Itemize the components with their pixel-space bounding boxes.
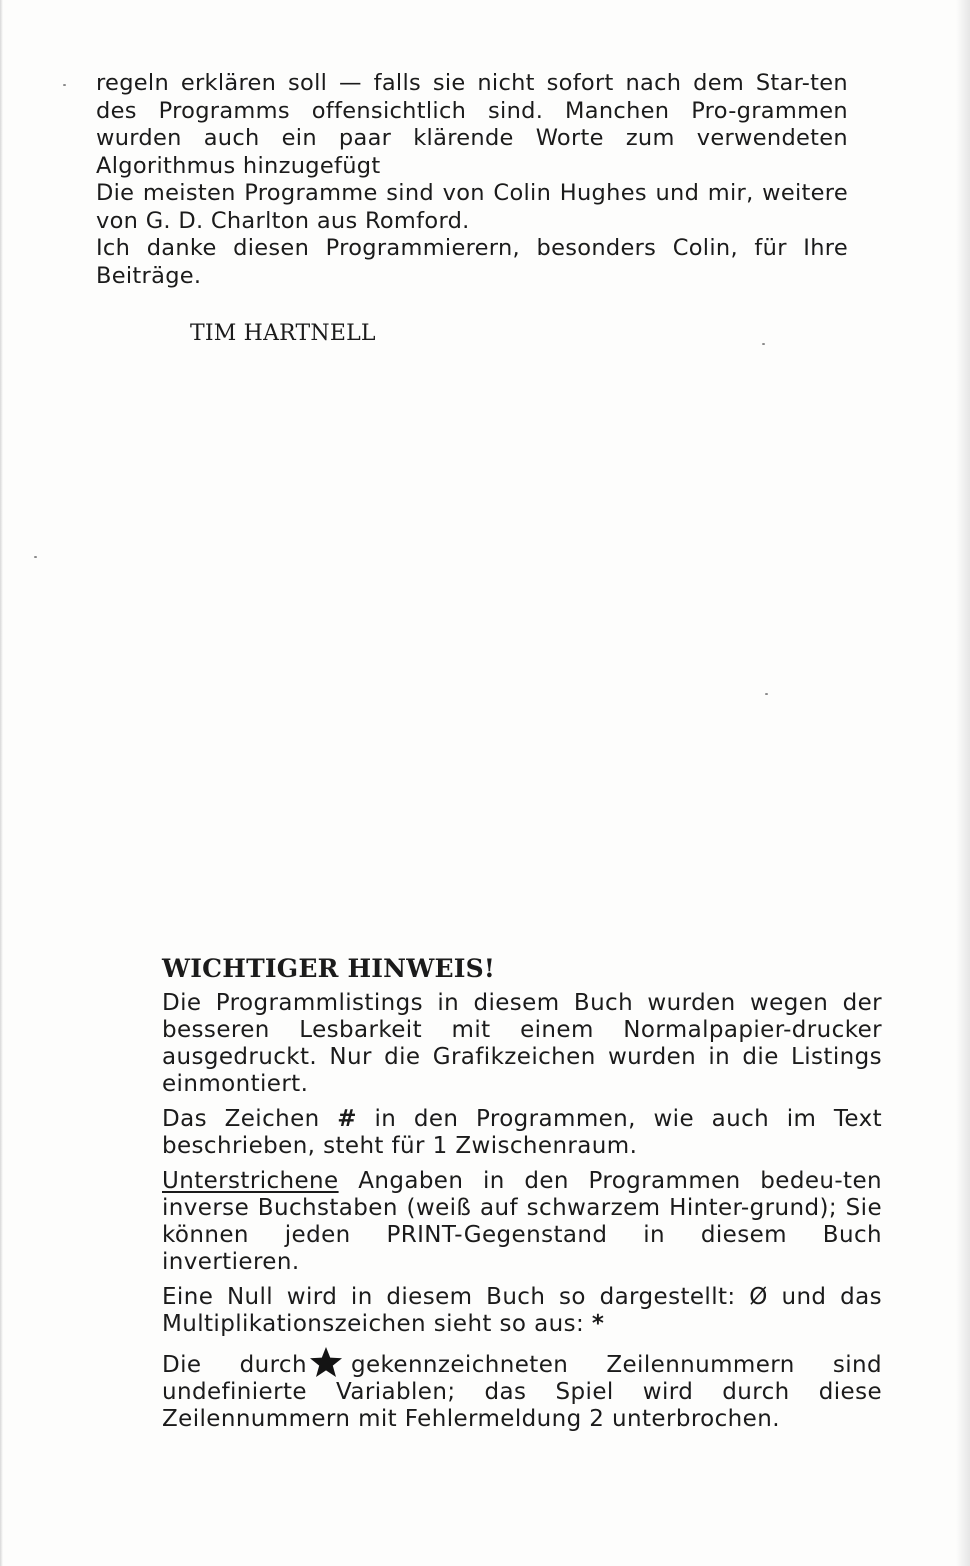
notice-text: in den Programmen, wie auch im Text beschrieben, steht für 1 Zwischenraum. — [162, 1106, 882, 1159]
important-notice — [162, 954, 882, 1441]
scan-edge-right — [956, 0, 970, 1566]
null-glyph: Ø — [749, 1284, 768, 1310]
notice-paragraph-star — [162, 1346, 882, 1433]
preface-section — [96, 70, 848, 290]
notice-text: Die durch — [162, 1352, 307, 1378]
space-glyph: # — [337, 1106, 357, 1132]
notice-text: Eine Null wird in diesem Buch so dargestellt: — [162, 1284, 750, 1310]
multiplication-glyph: * — [591, 1311, 605, 1337]
scan-speck — [765, 693, 768, 695]
notice-text: Das Zeichen — [162, 1106, 338, 1132]
notice-text: und das Multiplikationszeichen sieht so aus: — [162, 1284, 882, 1337]
scan-edge-left — [0, 0, 3, 1566]
underlined-word: Unterstrichene — [162, 1168, 339, 1194]
notice-text: Angaben in den Programmen bedeu-ten inverse Buchstaben (weiß auf schwarzem Hinter-grund); Sie können jeden PRINT-Gegenstand in diesem Buch invertieren. — [162, 1168, 882, 1275]
star-icon — [309, 1346, 343, 1378]
notice-paragraph-listings: Die Programmlistings in diesem Buch wurden wegen der besseren Lesbarkeit mit einem Normalpapier-drucker ausgedruckt. Nur die Grafikzeichen wurden in die Listings einmontiert. — [162, 990, 882, 1097]
notice-paragraph-null — [162, 1284, 882, 1338]
notice-text: gekennzeichneten Zeilennummern sind undefinierte Variablen; das Spiel wird durch diese Zeilennummern mit Fehlermeldung 2 unterbrochen. — [162, 1352, 882, 1432]
scan-speck — [762, 343, 765, 345]
notice-paragraph-space-symbol — [162, 1106, 882, 1160]
preface-paragraph-2: Die meisten Programme sind von Colin Hughes und mir, weitere von G. D. Charlton aus Romford. — [96, 180, 848, 234]
preface-paragraph-1: regeln erklären soll — falls sie nicht sofort nach dem Star-ten des Programms offensichtlich sind. Manchen Pro-grammen wurden auch ein paar klärende Worte zum verwendeten Algorithmus hinzugefügt — [96, 70, 848, 179]
author-signature: TIM HARTNELL — [190, 321, 376, 346]
notice-paragraph-inverse — [162, 1168, 882, 1276]
scan-speck — [34, 556, 37, 558]
notice-title: WICHTIGER HINWEIS! — [162, 954, 496, 983]
scan-speck — [63, 84, 66, 86]
preface-paragraph-3: Ich danke diesen Programmierern, besonders Colin, für Ihre Beiträge. — [96, 235, 848, 289]
